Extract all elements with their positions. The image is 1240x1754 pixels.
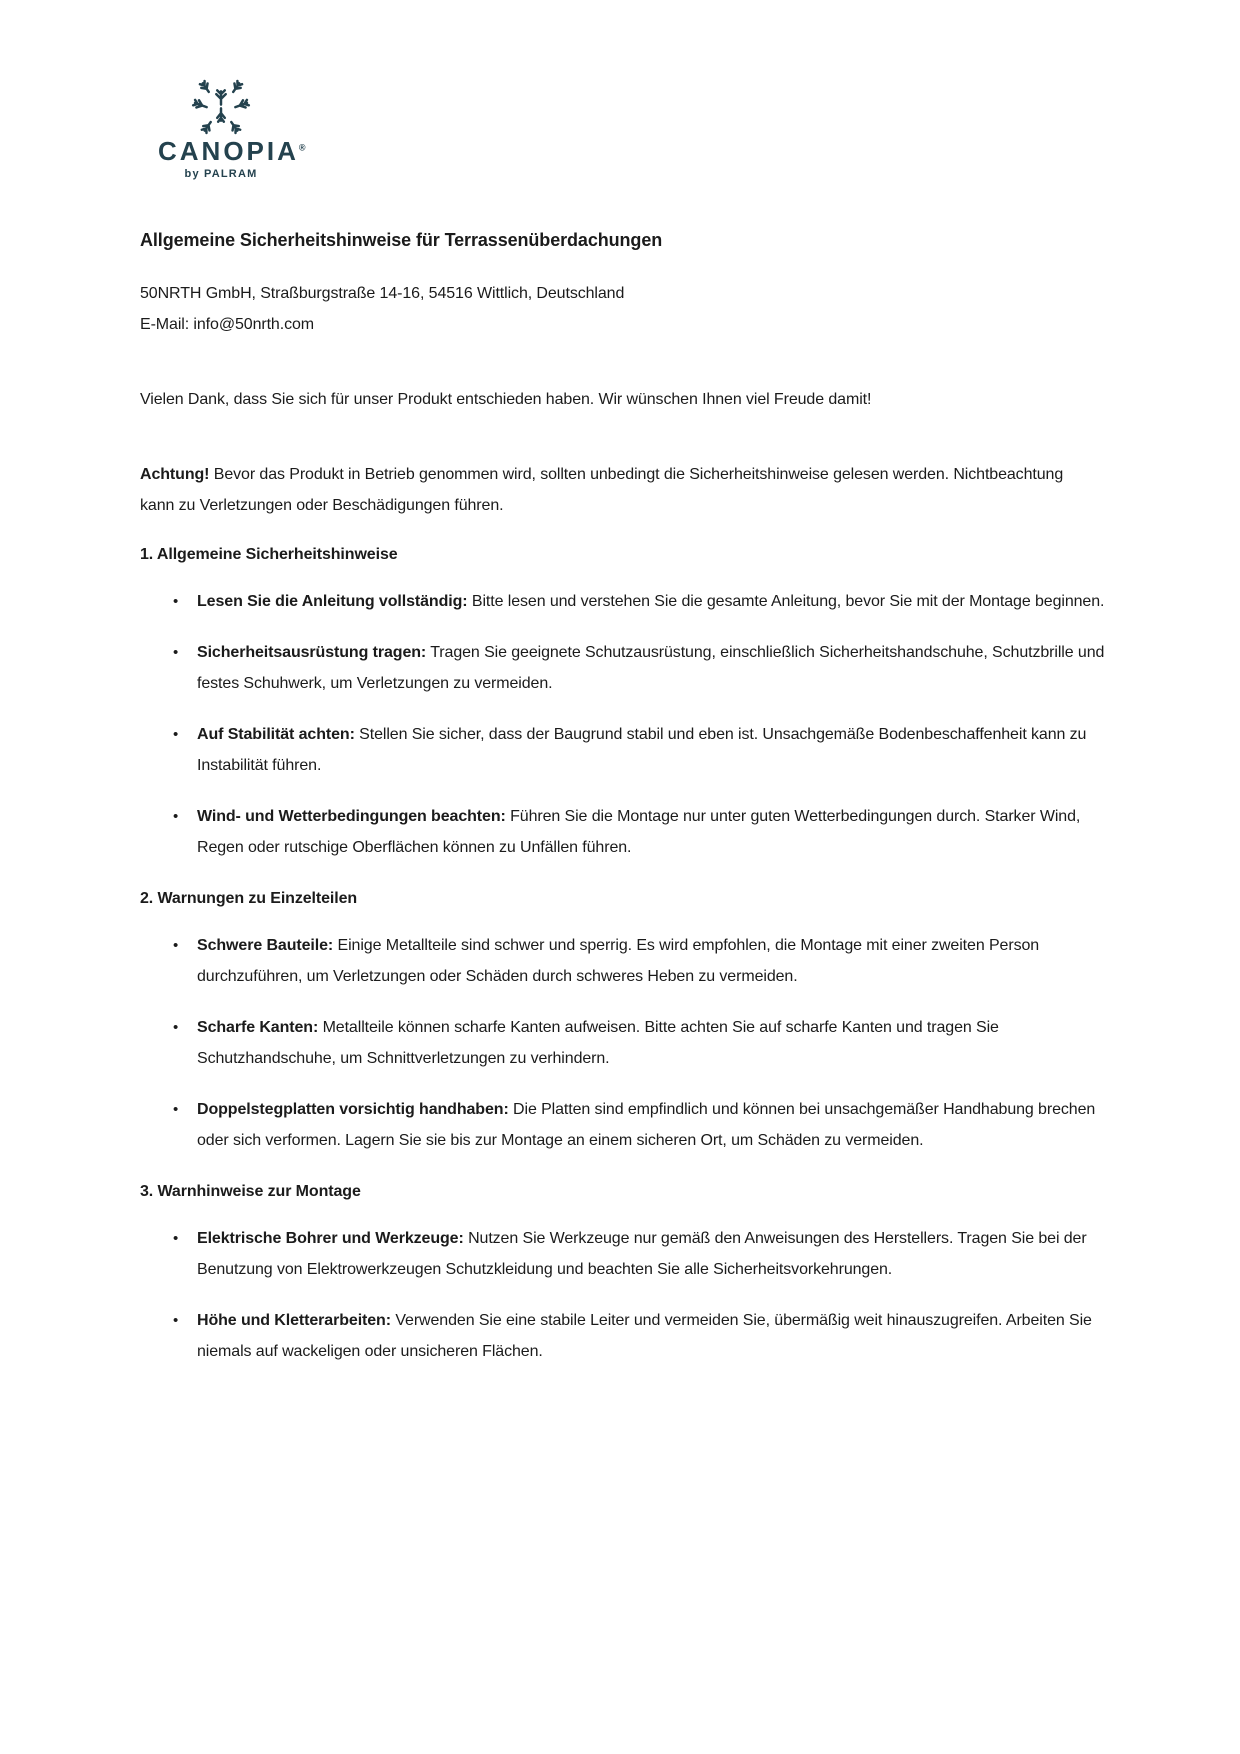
bullet-label: Sicherheitsausrüstung tragen: (197, 643, 427, 661)
company-line: 50NRTH GmbH, Straßburgstraße 14-16, 54516 Wittlich, Deutschland (140, 284, 625, 302)
bullet-icon: • (173, 936, 179, 954)
bullet-icon: • (173, 807, 179, 825)
warning-label: Achtung! (140, 465, 210, 483)
list-item (140, 1094, 1110, 1156)
bullet-icon: • (173, 725, 179, 743)
bullet-label: Schwere Bauteile: (197, 936, 334, 954)
bullet-icon: • (173, 1311, 179, 1329)
canopia-tree-icon (191, 78, 251, 135)
list-item (140, 930, 1110, 992)
bullet-text: Metallteile können scharfe Kanten aufweisen. Bitte achten Sie auf scharfe Kanten und tragen Sie Schutzhandschuhe, um Schnittverletzungen zu verhindern. (197, 1018, 999, 1067)
bullet-text: Tragen Sie geeignete Schutzausrüstung, einschließlich Sicherheitshandschuhe, Schutzbrille und festes Schuhwerk, um Verletzungen zu vermeiden. (197, 643, 1105, 692)
bullet-text: Verwenden Sie eine stabile Leiter und vermeiden Sie, übermäßig weit hinauszugreifen. Arbeiten Sie niemals auf wackeligen oder unsicheren Flächen. (197, 1311, 1092, 1360)
bullet-icon: • (173, 1100, 179, 1118)
bullet-icon: • (173, 1018, 179, 1036)
warning-text: Bevor das Produkt in Betrieb genommen wird, sollten unbedingt die Sicherheitshinweise gelesen werden. Nichtbeachtung kann zu Verletzungen oder Beschädigungen führen. (140, 465, 1064, 514)
bullet-text: Stellen Sie sicher, dass der Baugrund stabil und eben ist. Unsachgemäße Bodenbeschaffenheit kann zu Instabilität führen. (197, 725, 1087, 774)
bullet-label: Scharfe Kanten: (197, 1018, 319, 1036)
bullet-text: Die Platten sind empfindlich und können bei unsachgemäßer Handhabung brechen oder sich verformen. Lagern Sie sie bis zur Montage an einem sicheren Ort, um Schäden zu vermeiden. (197, 1100, 1096, 1149)
list-item (140, 1305, 1110, 1367)
section-general-safety (140, 539, 1110, 863)
warning-paragraph (140, 459, 1100, 521)
section-part-warnings (140, 883, 1110, 1156)
list-item (140, 1223, 1110, 1285)
bullet-label: Elektrische Bohrer und Werkzeuge: (197, 1229, 464, 1247)
email-line: E-Mail: info@50nrth.com (140, 315, 315, 333)
bullet-label: Lesen Sie die Anleitung vollständig: (197, 592, 468, 610)
bullet-label: Wind- und Wetterbedingungen beachten: (197, 807, 506, 825)
bullet-text: Einige Metallteile sind schwer und sperrig. Es wird empfohlen, die Montage mit einer zweiten Person durchzuführen, um Verletzungen oder Schäden durch schweres Heben zu vermeiden. (197, 936, 1040, 985)
page-title: Allgemeine Sicherheitshinweise für Terrassenüberdachungen (140, 229, 663, 250)
bullet-icon: • (173, 643, 179, 661)
bullet-text: Nutzen Sie Werkzeuge nur gemäß den Anweisungen des Herstellers. Tragen Sie bei der Benutzung von Elektrowerkzeugen Schutzkleidung und beachten Sie alle Sicherheitsvorkehrungen. (197, 1229, 1087, 1278)
brand-wordmark: CANOPIA® (158, 136, 306, 166)
list-item (140, 719, 1110, 781)
list-item (140, 1012, 1110, 1074)
bullet-icon: • (173, 592, 179, 610)
list-item (140, 637, 1110, 699)
bullet-label: Doppelstegplatten vorsichtig handhaben: (197, 1100, 509, 1118)
bullet-text: Führen Sie die Montage nur unter guten Wetterbedingungen durch. Starker Wind, Regen oder rutschige Oberflächen können zu Unfällen führen. (197, 807, 1081, 856)
section-assembly-warnings (140, 1176, 1110, 1367)
brand-tagline: by PALRAM (184, 167, 258, 180)
bullet-label: Höhe und Kletterarbeiten: (197, 1311, 391, 1329)
intro-paragraph: Vielen Dank, dass Sie sich für unser Produkt entschieden haben. Wir wünschen Ihnen viel Freude damit! (140, 390, 872, 408)
section-heading: 3. Warnhinweise zur Montage (140, 1182, 361, 1200)
bullet-text: Bitte lesen und verstehen Sie die gesamte Anleitung, bevor Sie mit der Montage beginnen. (471, 592, 1105, 610)
logo (158, 78, 306, 180)
company-address (140, 278, 1100, 340)
registered-mark: ® (298, 142, 306, 153)
section-heading: 1. Allgemeine Sicherheitshinweise (140, 545, 398, 563)
list-item (140, 801, 1110, 863)
bullet-label: Auf Stabilität achten: (197, 725, 355, 743)
list-item (140, 586, 1110, 617)
section-heading: 2. Warnungen zu Einzelteilen (140, 889, 358, 907)
bullet-icon: • (173, 1229, 179, 1247)
